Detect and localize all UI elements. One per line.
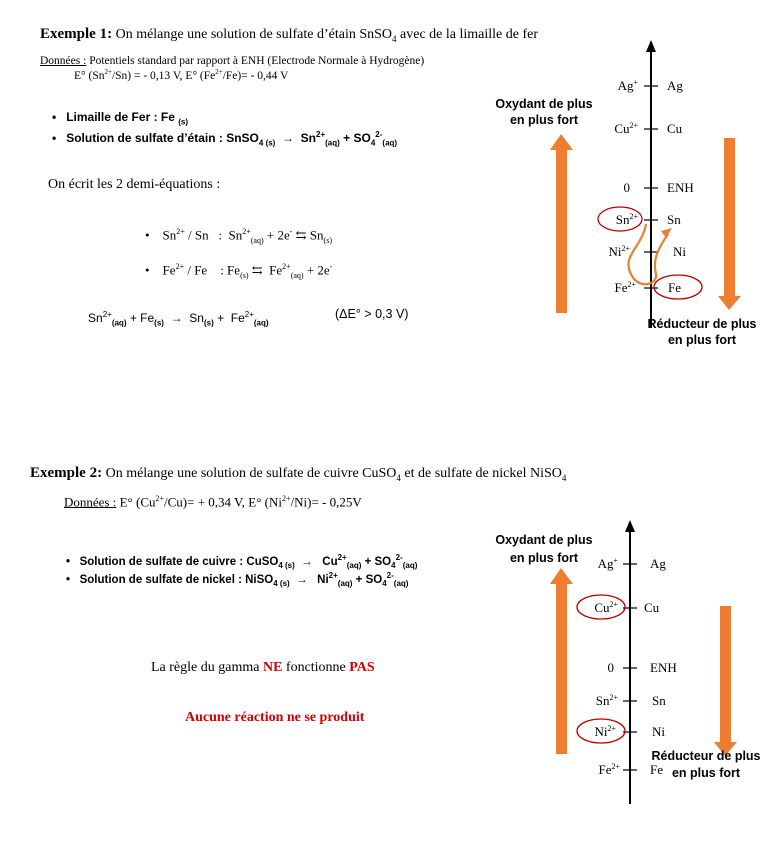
- ex2-intro-b: et de sulfate de nickel NiSO: [400, 466, 562, 481]
- svg-text:ENH: ENH: [667, 180, 694, 195]
- ex2-bottom-label-2: en plus fort: [671, 766, 741, 780]
- ex1-title: Exemple 1:: [40, 26, 113, 42]
- ex2-gamma-a: La règle du gamma: [151, 660, 263, 675]
- ex2-axis-arrow: [625, 520, 635, 532]
- svg-text:0: 0: [623, 180, 630, 195]
- ex2-donnees-label: Données :: [64, 494, 117, 510]
- svg-text:Cu2+: $Cu^{2+}$: [594, 600, 618, 615]
- ex1-bullet2-label: Solution de sulfate d’étain : SnSO: [66, 131, 259, 145]
- ex1-half2: • $Fe^{2+}$ / Fe : $Fe_{(s)}$ ⇆ $Fe^{2+}_{(aq)} + 2e^-$: [145, 262, 333, 280]
- svg-text:Ni2+: $Ni^{2+}$: [594, 724, 616, 739]
- svg-text:Fe: Fe: [668, 280, 681, 295]
- ex1-bullet2: • Solution de sulfate d’étain : SnSO$_{4 (s)}$ → $Sn^{2+}_{(aq)} + SO_4^{2-}_{(aq)}$: [52, 130, 398, 148]
- ex1-donnees-text: Potentiels standard par rapport à ENH (Electrode Normale à Hydrogène): [86, 55, 425, 67]
- ex2-gamma-ne: NE: [262, 660, 283, 675]
- ex2-gamma-b: fonctionne: [282, 660, 350, 675]
- svg-text:Fe2+: $Fe^{2+}$: [614, 280, 636, 295]
- ex1-overall: $Sn^{2+}_{(aq)} + Fe_{(s)} \to Sn_{(s)} + Fe^{2+}_{(aq)}$: [88, 310, 269, 328]
- ex2-gamma-rule: [151, 660, 375, 676]
- ex2-potential-scale: [490, 518, 768, 808]
- ex1-potentials: E° $(Sn^{2+}/Sn)$ = - 0,13 V, E° $(Fe^{2+}/Fe)= - 0,44$ V: [74, 68, 289, 82]
- svg-text:Fe: Fe: [650, 762, 663, 777]
- ex1-oxidant-arrow: [556, 148, 567, 313]
- ex1-delta: (ΔE° > 0,3 V): [335, 307, 409, 321]
- ex1-donnees-label: Données :: [40, 55, 87, 67]
- ex1-bullet1-sub: (s): [178, 117, 189, 127]
- ex2-intro-a: On mélange une solution de sulfate de cuivre CuSO: [105, 466, 397, 481]
- ex2-oxidant-arrow: [556, 582, 567, 754]
- svg-text:Fe2+: $Fe^{2+}$: [598, 762, 620, 777]
- ex2-bottom-label-1: Réducteur de plus: [651, 749, 761, 763]
- ex2-bullet1: • Solution de sulfate de cuivre : CuSO$_{4 (s)}$ → $Cu^{2+}_{(aq)} + SO_4^{2-}_{(aq)}$: [66, 553, 418, 571]
- ex1-bullet1: • Limaille de Fer : Fe $_{(s)}$: [52, 110, 189, 127]
- ex1-bullet1-label: Limaille de Fer : Fe: [66, 110, 175, 124]
- ex1-demi-intro: On écrit les 2 demi-équations :: [48, 177, 221, 192]
- ex1-potential-scale: [490, 38, 768, 358]
- ex1-intro-b: avec de la limaille de fer: [396, 27, 539, 42]
- ex2-no-reaction: Aucune réaction ne se produit: [185, 710, 365, 725]
- svg-text:ENH: ENH: [650, 660, 677, 675]
- ex2-reductant-arrow: [720, 606, 731, 744]
- svg-text:Cu2+: $Cu^{2+}$: [614, 121, 638, 136]
- svg-text:Cu: Cu: [667, 121, 683, 136]
- svg-text:0: 0: [607, 660, 614, 675]
- ex1-gamma-curve: [628, 224, 668, 284]
- ex1-heading: [40, 26, 538, 44]
- svg-text:Ni: Ni: [652, 724, 665, 739]
- ex2-donnees: Données : E° $(Cu^{2+}/Cu)= + 0,34$ V, E° $(Ni^{2+}/Ni)= - 0,25V$: [64, 494, 362, 510]
- ex2-bullet2: • Solution de sulfate de nickel : NiSO$_{4 (s)}$ → $Ni^{2+}_{(aq)} + SO_4^{2-}_{(aq)}$: [66, 571, 409, 589]
- ex2-top-label-1: Oxydant de plus: [495, 533, 593, 547]
- ex1-bottom-label-1: Réducteur de plus: [647, 317, 757, 331]
- ex2-top-label-2: en plus fort: [509, 551, 579, 565]
- svg-text:Ag: Ag: [650, 556, 666, 571]
- svg-text:Sn: Sn: [652, 693, 666, 708]
- ex2-heading: Exemple 2: On mélange une solution de sulfate de cuivre CuSO$_4$ et de sulfate de nickel NiSO$_4$: [30, 465, 567, 483]
- svg-text:Sn2+: $Sn^{2+}$: [615, 212, 638, 227]
- ex1-bottom-label-2: en plus fort: [667, 333, 737, 347]
- svg-text:Sn2+: $Sn^{2+}$: [595, 693, 618, 708]
- svg-text:Cu: Cu: [644, 600, 660, 615]
- ex1-top-label-1: Oxydant de plus: [495, 97, 593, 111]
- ex1-top-label-2: en plus fort: [509, 113, 579, 127]
- ex1-axis-arrow: [646, 40, 656, 52]
- ex2-gamma-pas: PAS: [349, 660, 375, 675]
- svg-text:Ag: Ag: [667, 78, 683, 93]
- ex1-intro-a: On mélange une solution de sulfate d’étain SnSO: [115, 27, 393, 42]
- ex1-intro-sub: 4: [392, 33, 397, 44]
- ex1-reductant-arrow: [724, 138, 735, 298]
- ex1-donnees: [40, 55, 424, 67]
- svg-text:Ni2+: $Ni^{2+}$: [608, 244, 630, 259]
- svg-text:Ag+: Ag+: [617, 78, 638, 93]
- ex2-title: Exemple 2:: [30, 465, 103, 481]
- ex1-half1: • $Sn^{2+}$ / Sn : $Sn^{2+}_{(aq)} + 2e^-$ ⇆ $Sn_{(s)}$: [145, 227, 332, 245]
- svg-text:Ni: Ni: [673, 244, 686, 259]
- svg-text:Sn: Sn: [667, 212, 681, 227]
- svg-text:Ag+: Ag+: [597, 556, 618, 571]
